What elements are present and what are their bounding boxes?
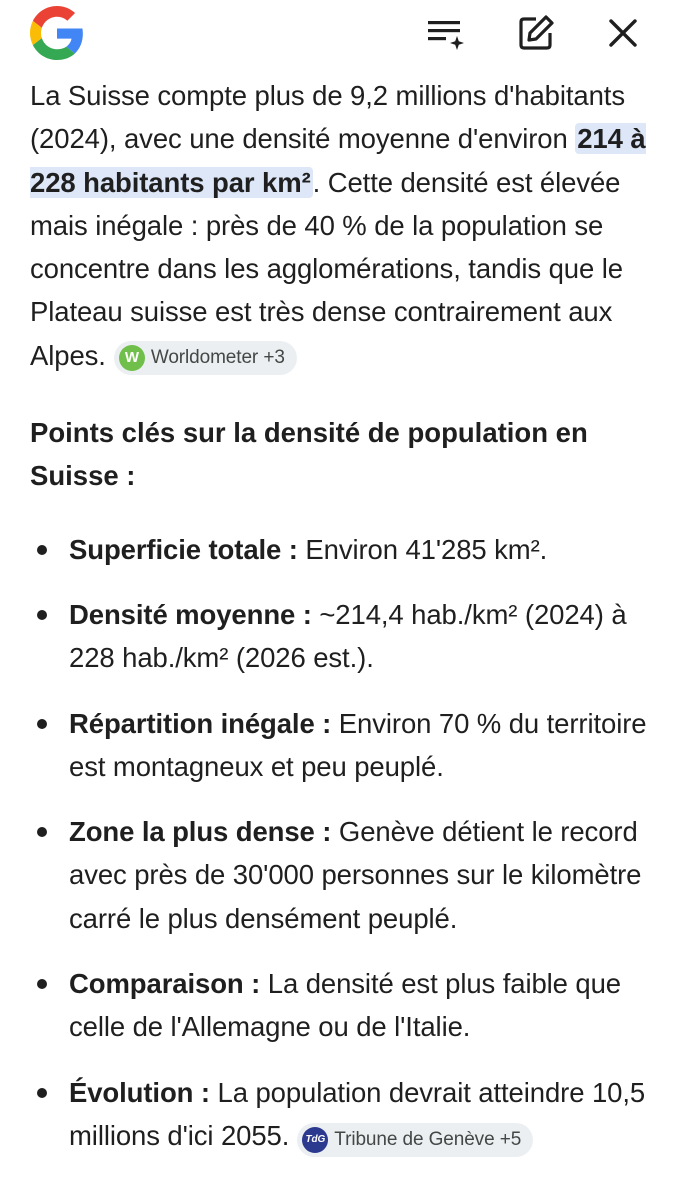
section-title: Points clés sur la densité de population en Suisse : xyxy=(30,417,588,492)
bullet-icon xyxy=(37,1088,47,1098)
bullet-term: Comparaison : xyxy=(69,968,261,1000)
bullet-icon xyxy=(37,545,47,555)
close-icon[interactable] xyxy=(600,10,646,56)
bullet-text: ~214,4 hab./km² (2024) à 228 hab./km² (2026 est.). xyxy=(69,598,627,674)
bullet-icon xyxy=(37,827,47,837)
bullet-text: Environ 70 % du territoire est montagneux et peu peuplé. xyxy=(69,707,647,782)
intro-text-end: . Cette densité est élevée mais inégale : près de 40 % de la population se concentre dans les agglomérations, tandis que le Plateau suisse est très dense contrairement aux Alpes. xyxy=(30,166,623,371)
bullet-term: Densité moyenne : xyxy=(69,598,312,630)
bullet-text: La densité est plus faible que celle de l'Allemagne ou de l'Italie. xyxy=(69,968,621,1043)
bullet-term: Évolution : xyxy=(69,1076,210,1108)
list-item xyxy=(30,1071,662,1158)
key-points-list xyxy=(30,528,662,1158)
google-g-logo[interactable] xyxy=(30,6,84,60)
source-chip-worldometer[interactable] xyxy=(114,341,297,375)
list-item xyxy=(30,593,662,680)
list-item xyxy=(30,702,662,789)
list-item xyxy=(30,528,662,571)
tribune-de-geneve-icon: TdG xyxy=(302,1127,328,1153)
bullet-text: La population devrait atteindre 10,5 millions d'ici 2055. xyxy=(69,1076,646,1151)
bullet-term: Superficie totale : xyxy=(69,533,298,565)
bullet-icon xyxy=(37,719,47,729)
worldometer-icon: W xyxy=(119,345,145,371)
bullet-text: Genève détient le record avec près de 30'000 personnes sur le kilomètre carré le plus densément peuplé. xyxy=(69,816,642,934)
sparkle-list-icon[interactable] xyxy=(423,10,469,56)
highlighted-density[interactable]: 214 à 228 habitants par km² xyxy=(30,123,646,198)
source-chip-tribune[interactable] xyxy=(297,1123,533,1157)
source-chip-label: Tribune de Genève +5 xyxy=(334,1128,522,1150)
list-item xyxy=(30,810,662,940)
edit-icon[interactable] xyxy=(513,10,559,56)
bullet-term: Zone la plus dense : xyxy=(69,816,332,848)
intro-text-start: La Suisse compte plus de 9,2 millions d'habitants (2024), avec une densité moyenne d'environ xyxy=(30,80,625,155)
bullet-term: Répartition inégale : xyxy=(69,707,332,739)
list-item xyxy=(30,962,662,1049)
bullet-text: Environ 41'285 km². xyxy=(297,533,548,565)
top-bar xyxy=(0,0,695,70)
bullet-icon xyxy=(37,979,47,989)
intro-paragraph xyxy=(30,74,662,377)
bullet-icon xyxy=(37,610,47,620)
source-chip-label: Worldometer +3 xyxy=(150,346,285,368)
answer-content xyxy=(30,74,662,1179)
